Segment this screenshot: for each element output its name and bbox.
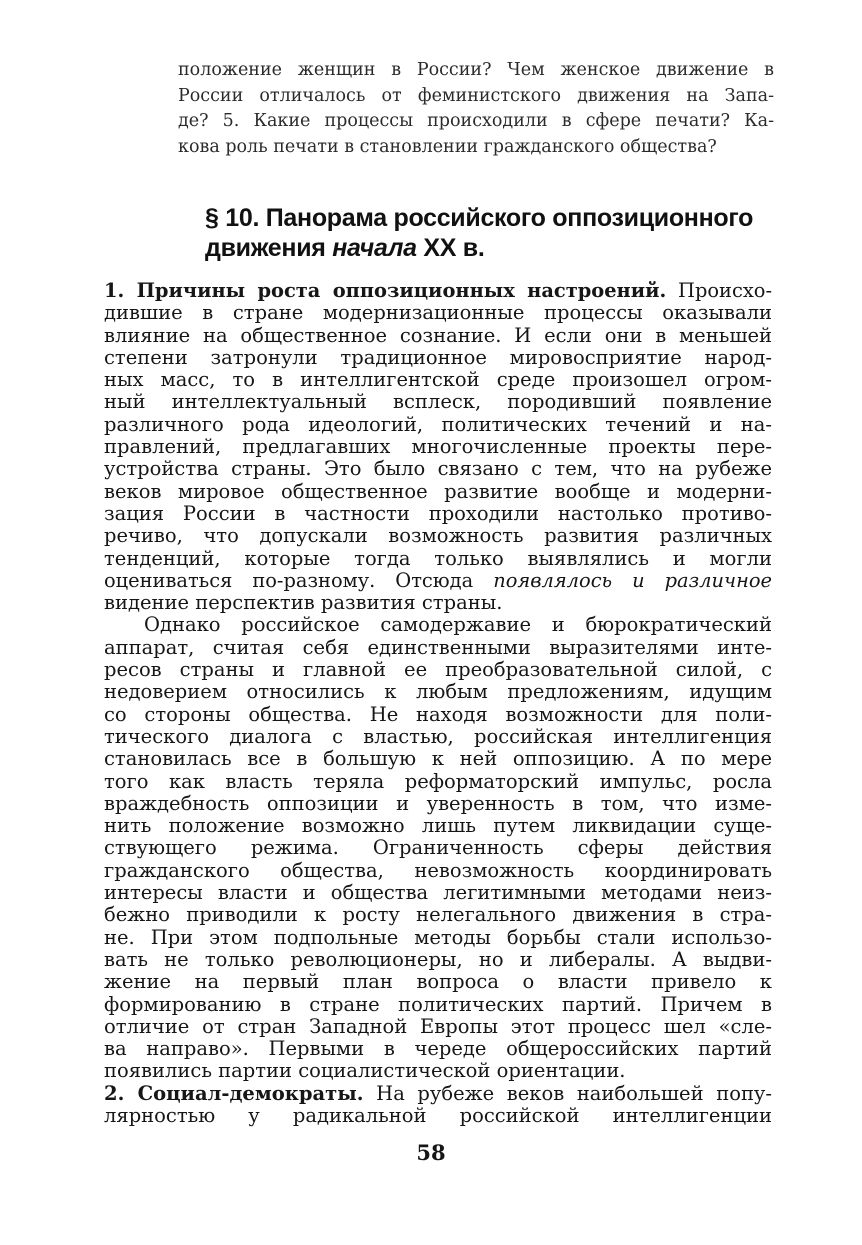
text-line: правлений, предлагавших многочисленные проекты пере- — [104, 435, 772, 459]
text-line: того как власть теряла реформаторский импульс, росла — [104, 769, 772, 793]
text-line: бежно приводили к росту нелегального движения в стра- — [104, 903, 772, 927]
chapter-heading — [205, 203, 765, 263]
text-line: со стороны общества. Не находя возможности для поли- — [104, 702, 772, 726]
text-line: лярностью у радикальной российской интеллигенции — [104, 1103, 772, 1127]
text-line: ный интеллектуальный всплеск, породивший появление — [104, 390, 772, 414]
text-line: жение на первый план вопроса о власти привело к — [104, 970, 772, 994]
section-1-title: 1. Причины роста оппозиционных настроений. — [104, 279, 667, 302]
text-line: интересы власти и общества легитимными методами неиз- — [104, 881, 772, 905]
paragraph-2-first-line: Однако российское самодержавие и бюрократический — [144, 613, 772, 637]
text-line: становилась все в большую к ней оппозицию. А по мере — [104, 747, 772, 771]
main-text — [104, 280, 772, 1127]
text-line: дившие в стране модернизационные процессы оказывали — [104, 301, 772, 325]
text-line: ресов страны и главной ее преобразовательной силой, с — [104, 658, 772, 682]
text-line: гражданского общества, невозможность координировать — [104, 858, 772, 882]
heading-line-2 — [205, 233, 765, 263]
text-line: России отличалось от феминистского движения на Запа- — [178, 85, 774, 106]
text-line: положение женщин в России? Чем женское движение в — [178, 60, 774, 80]
text-line: де? 5. Какие процессы происходили в сфере печати? Ка- — [178, 111, 774, 131]
text-fragment: Происхо- — [666, 279, 773, 302]
text-line: ных масс, то в интеллигентской среде произошел огром- — [104, 368, 772, 392]
text-line: зация России в частности проходили настолько противо- — [104, 501, 772, 525]
text-line: отличие от стран Западной Европы этот процесс шел «сле- — [104, 1014, 772, 1038]
text-line: не. При этом подпольные методы борьбы стали использо- — [104, 925, 772, 949]
page-number: 58 — [416, 1140, 446, 1165]
heading-text: XX в. — [416, 234, 485, 262]
text-line: речиво, что допускали возможность развития различных — [104, 524, 772, 548]
text-line: видение перспектив развития страны. — [104, 591, 503, 615]
text-fragment: На рубеже веков наибольшей попу- — [363, 1081, 772, 1105]
text-line: аппарат, считая себя единственными выразителями инте- — [104, 635, 772, 659]
text-line: ва направо». Первыми в череде общероссийских партий — [104, 1037, 772, 1061]
heading-line-1: § 10. Панорама российского оппозиционного — [205, 204, 754, 232]
text-line: формированию в стране политических партий. Причем в — [104, 992, 772, 1016]
text-line: тенденций, которые тогда только выявлялись и могли — [104, 546, 772, 570]
text-line: устройства страны. Это было связано с тем, что на рубеже — [104, 457, 772, 481]
heading-text: движения — [205, 234, 333, 262]
italic-text: появлялось и различное — [493, 568, 773, 592]
text-line: веков мировое общественное развитие вообще и модерни- — [104, 479, 772, 503]
text-line: тического диалога с властью, российская интеллигенция — [104, 724, 772, 748]
review-questions-fragment — [178, 58, 774, 160]
section-1-first-line — [104, 280, 772, 302]
text-line: недоверием относились к любым предложениям, идущим — [104, 680, 772, 704]
text-line: появились партии социалистической ориентации. — [104, 1059, 626, 1083]
text-line: вать не только революционеры, но и либералы. А выдви- — [104, 947, 772, 971]
text-line: влияние на общественное сознание. И если они в меньшей — [104, 323, 772, 347]
section-2-first-line — [104, 1083, 772, 1105]
heading-italic-text: начала — [332, 234, 417, 262]
text-fragment: оцениваться по-разному. Отсюда — [104, 568, 494, 592]
text-line — [104, 570, 772, 592]
section-2-title: 2. Социал-демократы. — [104, 1081, 364, 1105]
text-line: ствующего режима. Ограниченность сферы действия — [104, 836, 772, 860]
text-line: степени затронули традиционное мировосприятие народ- — [104, 345, 772, 369]
text-line: враждебность оппозиции и уверенность в том, что изме- — [104, 791, 772, 815]
text-line: нить положение возможно лишь путем ликвидации суще- — [104, 814, 772, 838]
text-line: различного рода идеологий, политических течений и на- — [104, 412, 772, 436]
text-line: кова роль печати в становлении гражданского общества? — [178, 136, 717, 157]
